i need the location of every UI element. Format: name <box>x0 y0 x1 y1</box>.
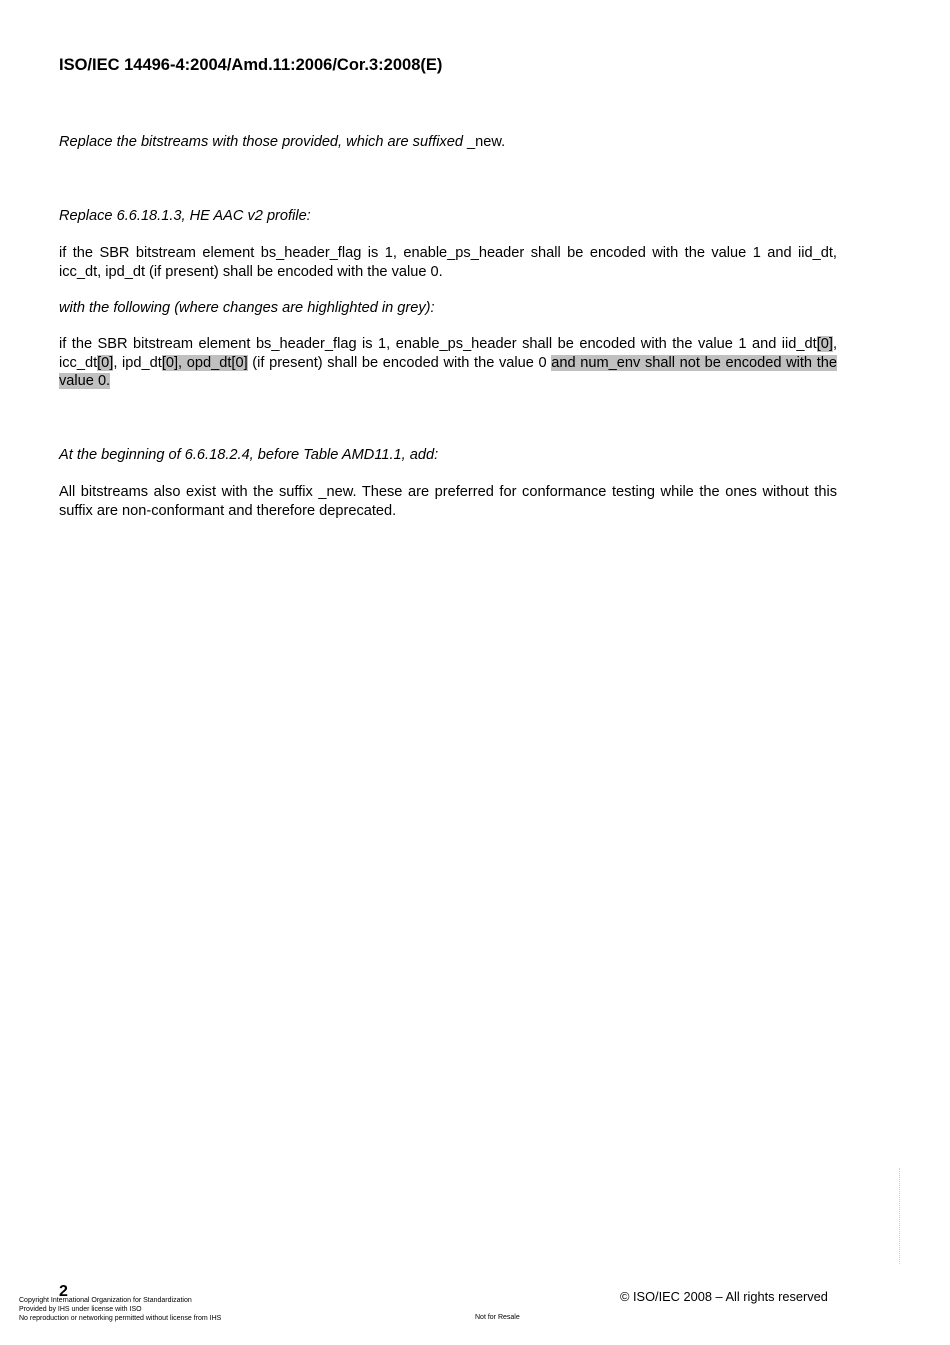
page-number: 2 <box>59 1283 68 1300</box>
highlighted-change: [0] <box>816 336 833 352</box>
instruction-normal-text: _new. <box>467 134 506 150</box>
document-header-title: ISO/IEC 14496-4:2004/Amd.11:2006/Cor.3:2008(E) <box>59 56 443 74</box>
instruction-replace-bitstreams <box>59 133 837 152</box>
replacement-text: if the SBR bitstream element bs_header_flag is 1, enable_ps_header shall be encoded with the value 1 and iid_dt <box>59 336 817 352</box>
added-paragraph: All bitstreams also exist with the suffix _new. These are preferred for conformance testing while the ones without this suffix are non-conformant and therefore deprecated. <box>59 484 837 519</box>
highlighted-change: [0], opd_dt[0] <box>161 354 248 371</box>
legal-line: No reproduction or networking permitted without license from IHS <box>19 1315 222 1322</box>
instruction-add-section: At the beginning of 6.6.18.2.4, before Table AMD11.1, add: <box>59 447 439 463</box>
original-paragraph: if the SBR bitstream element bs_header_flag is 1, enable_ps_header shall be encoded with the value 1 and iid_dt, icc_dt, ipd_dt (if present) shall be encoded with the value 0. <box>59 245 837 280</box>
instruction-replace-section: Replace 6.6.18.1.3, HE AAC v2 profile: <box>59 208 311 224</box>
legal-line: Provided by IHS under license with ISO <box>19 1306 142 1313</box>
replacement-paragraph <box>59 335 837 391</box>
replacement-text: (if present) shall be encoded with the value 0 <box>247 354 552 371</box>
replacement-text: , ipd_dt <box>113 354 162 371</box>
instruction-with-following: with the following (where changes are highlighted in grey): <box>59 300 435 316</box>
margin-mark <box>899 1168 902 1264</box>
replacement-text: , icc_dt <box>59 336 837 371</box>
legal-line: Copyright International Organization for Standardization <box>19 1297 192 1304</box>
not-for-resale-note: Not for Resale <box>475 1314 520 1321</box>
highlighted-change: [0] <box>97 354 114 371</box>
highlighted-change: and num_env shall not be encoded with the value 0. <box>59 354 837 389</box>
instruction-italic-text: Replace the bitstreams with those provided, which are suffixed <box>59 134 468 150</box>
footer-copyright: © ISO/IEC 2008 – All rights reserved <box>620 1289 828 1304</box>
